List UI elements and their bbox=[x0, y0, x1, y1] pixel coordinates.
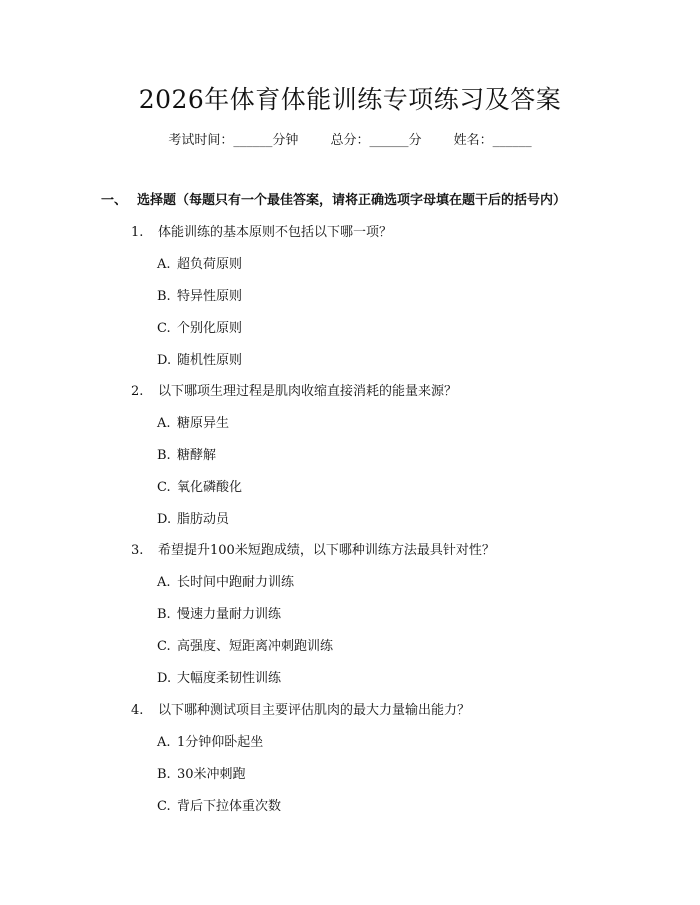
question-text: 以下哪项生理过程是肌肉收缩直接消耗的能量来源？ bbox=[158, 384, 458, 399]
option-letter: B. bbox=[157, 607, 171, 622]
question-1 bbox=[131, 224, 392, 242]
option-text: 高强度、短距离冲刺跑训练 bbox=[177, 639, 334, 654]
question-2-option-d bbox=[157, 511, 229, 529]
question-3-option-d bbox=[157, 670, 281, 688]
option-letter: D. bbox=[157, 512, 172, 527]
option-text: 背后下拉体重次数 bbox=[177, 799, 282, 814]
question-2-option-b bbox=[157, 447, 216, 465]
question-text: 体能训练的基本原则不包括以下哪一项？ bbox=[158, 225, 393, 240]
question-1-option-b bbox=[157, 288, 242, 306]
option-text: 特异性原则 bbox=[177, 289, 243, 304]
option-text: 糖原异生 bbox=[177, 416, 230, 431]
option-text: 30米冲刺跑 bbox=[177, 767, 246, 782]
question-4-option-a bbox=[157, 734, 263, 752]
option-letter: A. bbox=[157, 735, 171, 750]
option-text: 长时间中跑耐力训练 bbox=[177, 575, 295, 590]
question-1-option-d bbox=[157, 352, 242, 370]
question-3-option-a bbox=[157, 574, 294, 592]
question-text: 以下哪种测试项目主要评估肌肉的最大力量输出能力？ bbox=[158, 703, 471, 718]
document-title: 2026年体育体能训练专项练习及答案 bbox=[138, 85, 562, 114]
question-2-option-a bbox=[157, 415, 229, 433]
exam-time-field: 考试时间：______分钟 bbox=[168, 133, 299, 148]
section-title: 选择题（每题只有一个最佳答案，请将正确选项字母填在题干后的括号内） bbox=[137, 193, 567, 208]
question-3-option-c bbox=[157, 638, 333, 656]
option-text: 脂肪动员 bbox=[177, 512, 230, 527]
option-letter: B. bbox=[157, 767, 171, 782]
option-letter: C. bbox=[157, 321, 171, 336]
question-3-option-b bbox=[157, 606, 281, 624]
option-letter: D. bbox=[157, 353, 172, 368]
option-letter: D. bbox=[157, 671, 172, 686]
option-text: 超负荷原则 bbox=[177, 257, 243, 272]
option-letter: B. bbox=[157, 289, 171, 304]
name-field: 姓名：______ bbox=[453, 133, 532, 148]
section-heading-choice bbox=[101, 192, 566, 210]
question-2-option-c bbox=[157, 479, 242, 497]
option-text: 个别化原则 bbox=[177, 321, 243, 336]
question-4-option-c bbox=[157, 798, 281, 816]
option-letter: C. bbox=[157, 639, 171, 654]
question-number: 1. bbox=[131, 225, 144, 240]
question-text: 希望提升100米短跑成绩，以下哪种训练方法最具针对性？ bbox=[158, 543, 495, 558]
option-text: 大幅度柔韧性训练 bbox=[177, 671, 282, 686]
question-4-option-b bbox=[157, 766, 246, 784]
total-score-field: 总分：______分 bbox=[330, 133, 422, 148]
option-letter: C. bbox=[157, 480, 171, 495]
option-letter: C. bbox=[157, 799, 171, 814]
question-2 bbox=[131, 383, 457, 401]
option-letter: B. bbox=[157, 448, 171, 463]
option-text: 慢速力量耐力训练 bbox=[177, 607, 282, 622]
question-number: 4. bbox=[131, 703, 144, 718]
question-4 bbox=[131, 702, 470, 720]
section-number: 一、 bbox=[101, 193, 128, 208]
option-letter: A. bbox=[157, 575, 171, 590]
option-text: 随机性原则 bbox=[177, 353, 243, 368]
option-letter: A. bbox=[157, 257, 171, 272]
question-number: 3. bbox=[131, 543, 144, 558]
exam-info-line bbox=[0, 132, 700, 150]
question-1-option-a bbox=[157, 256, 242, 274]
option-letter: A. bbox=[157, 416, 171, 431]
question-1-option-c bbox=[157, 320, 242, 338]
option-text: 1分钟仰卧起坐 bbox=[177, 735, 264, 750]
question-3 bbox=[131, 542, 495, 560]
question-number: 2. bbox=[131, 384, 144, 399]
option-text: 氧化磷酸化 bbox=[177, 480, 243, 495]
option-text: 糖酵解 bbox=[177, 448, 217, 463]
